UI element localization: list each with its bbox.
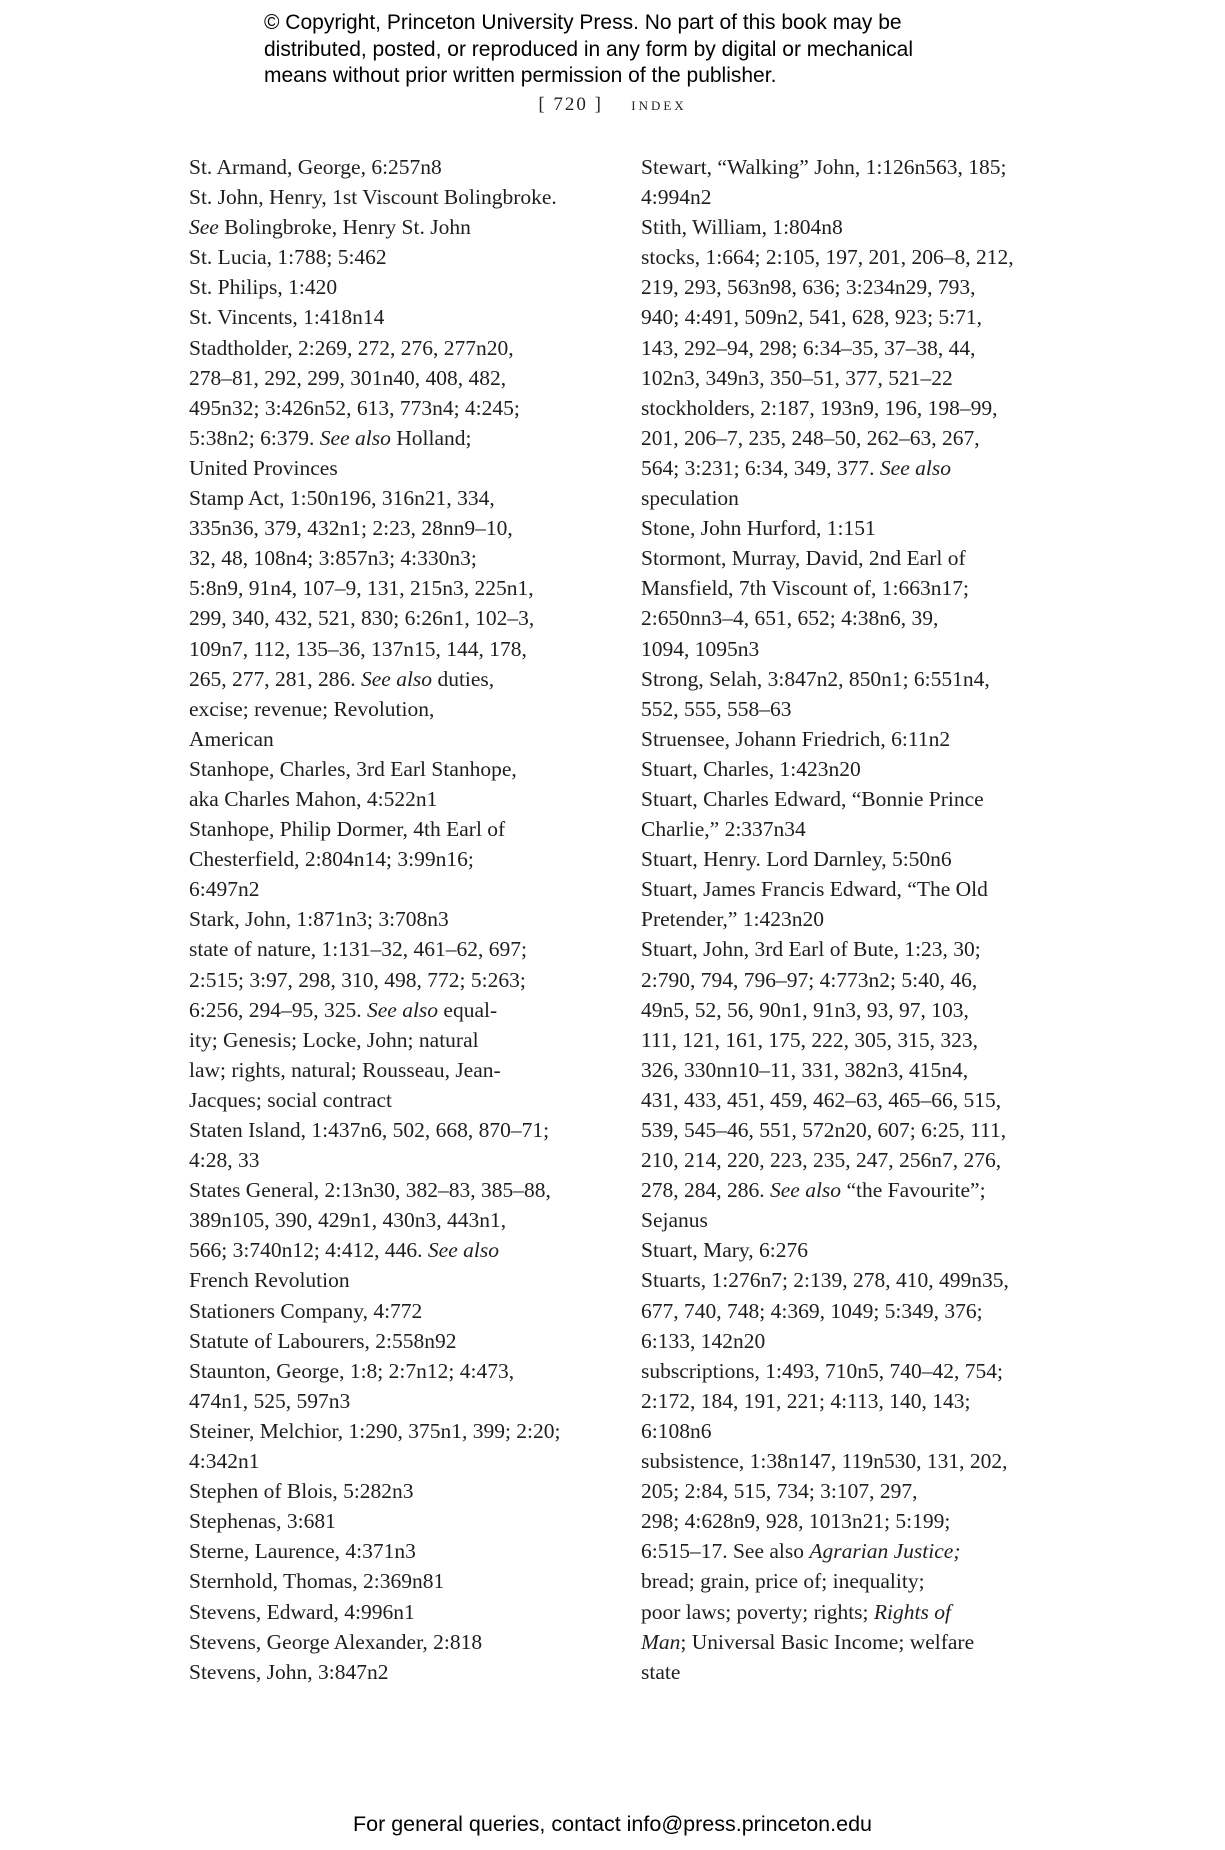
index-entry-continuation: 6:133, 142n20 (641, 1328, 766, 1353)
index-entry-continuation: 495n32; 3:426n52, 613, 773n4; 4:245; (189, 395, 520, 420)
index-entry (189, 1356, 609, 1416)
index-entry-continuation: 2:650nn3–4, 651, 652; 4:38n6, 39, (641, 606, 939, 631)
index-entry (189, 814, 609, 904)
index-entry-continuation: 431, 433, 451, 459, 462–63, 465–66, 515, (641, 1087, 1002, 1112)
index-entry-continuation: 389n105, 390, 429n1, 430n3, 443n1, (189, 1208, 507, 1233)
index-entry (189, 242, 609, 272)
index-entry-heading: St. Lucia, 1:788; 5:462 (189, 245, 387, 270)
index-entry-heading: Stark, John, 1:871n3; 3:708n3 (189, 907, 449, 932)
index-entry-heading: St. Philips, 1:420 (189, 275, 338, 300)
index-entry-continuation: Sejanus (641, 1208, 708, 1233)
running-head: index (631, 94, 687, 115)
index-entry-heading: stocks, 1:664; 2:105, 197, 201, 206–8, 212, (641, 245, 1014, 270)
index-entry-heading: Stanhope, Charles, 3rd Earl Stanhope, (189, 756, 517, 781)
index-entry-continuation: Man; Universal Basic Income; welfare (641, 1629, 975, 1654)
index-entry-heading: Stevens, Edward, 4:996n1 (189, 1599, 415, 1624)
index-entry-heading: Struensee, Johann Friedrich, 6:11n2 (641, 726, 951, 751)
index-entry-continuation: 335n36, 379, 432n1; 2:23, 28nn9–10, (189, 516, 513, 541)
index-entry-continuation: 210, 214, 220, 223, 235, 247, 256n7, 276, (641, 1148, 1002, 1173)
index-entry (189, 302, 609, 332)
index-entry-continuation: 2:172, 184, 191, 221; 4:113, 140, 143; (641, 1388, 971, 1413)
index-entry (189, 904, 609, 934)
index-entry-continuation: 201, 206–7, 235, 248–50, 262–63, 267, (641, 425, 980, 450)
index-entry-heading: Sternhold, Thomas, 2:369n81 (189, 1569, 445, 1594)
index-entry-continuation: 299, 340, 432, 521, 830; 6:26n1, 102–3, (189, 606, 535, 631)
index-column-left (189, 152, 609, 1687)
index-entry (641, 874, 1061, 934)
index-entry-continuation: 1094, 1095n3 (641, 636, 760, 661)
index-entry (189, 1566, 609, 1596)
index-entry-heading: Staunton, George, 1:8; 2:7n12; 4:473, (189, 1358, 515, 1383)
index-entry-continuation: poor laws; poverty; rights; Rights of (641, 1599, 951, 1624)
index-entry-continuation: 539, 545–46, 551, 572n20, 607; 6:25, 111, (641, 1118, 1007, 1142)
index-entry-continuation: 6:108n6 (641, 1418, 712, 1443)
index-entry-continuation: Jacques; social contract (189, 1087, 392, 1112)
index-entry-heading: Stormont, Murray, David, 2nd Earl of (641, 546, 966, 571)
index-entry-continuation: 6:497n2 (189, 877, 260, 902)
index-entry (641, 242, 1061, 392)
index-entry (641, 1356, 1061, 1446)
index-entry-continuation: 677, 740, 748; 4:369, 1049; 5:349, 376; (641, 1298, 983, 1323)
index-entry-continuation: aka Charles Mahon, 4:522n1 (189, 786, 438, 811)
index-entry-heading: state of nature, 1:131–32, 461–62, 697; (189, 937, 527, 962)
index-entry (641, 724, 1061, 754)
index-entry (189, 1115, 609, 1175)
index-entry-continuation: Chesterfield, 2:804n14; 3:99n16; (189, 847, 474, 872)
index-entry (189, 1326, 609, 1356)
index-entry-heading: Stuarts, 1:276n7; 2:139, 278, 410, 499n35, (641, 1268, 1009, 1293)
index-entry (641, 844, 1061, 874)
index-entry-continuation: bread; grain, price of; inequality; (641, 1569, 925, 1594)
index-entry (641, 664, 1061, 724)
index-entry-continuation: 4:28, 33 (189, 1148, 260, 1173)
index-entry (641, 934, 1061, 1235)
index-entry-continuation: state (641, 1659, 681, 1684)
index-entry-continuation: See Bolingbroke, Henry St. John (189, 215, 471, 240)
index-entry-heading: Stadtholder, 2:269, 272, 276, 277n20, (189, 335, 514, 360)
index-entry-continuation: Mansfield, 7th Viscount of, 1:663n17; (641, 576, 969, 601)
index-entry-continuation: Charlie,” 2:337n34 (641, 817, 806, 842)
index-entry (641, 1265, 1061, 1355)
index-entry (189, 272, 609, 302)
index-entry-heading: Stationers Company, 4:772 (189, 1298, 423, 1323)
index-entry-continuation: 5:8n9, 91n4, 107–9, 131, 215n3, 225n1, (189, 576, 534, 601)
index-entry-heading: Stanhope, Philip Dormer, 4th Earl of (189, 817, 506, 842)
index-entry (641, 543, 1061, 663)
index-entry-continuation: French Revolution (189, 1268, 350, 1293)
index-entry-heading: St. John, Henry, 1st Viscount Bolingbroke. (189, 185, 557, 210)
index-entry-heading: Stith, William, 1:804n8 (641, 215, 843, 240)
running-header (0, 94, 1225, 116)
index-entry (189, 182, 609, 242)
footer-contact: For general queries, contact info@press.princeton.edu (352, 1812, 872, 1836)
index-entry-continuation: 940; 4:491, 509n2, 541, 628, 923; 5:71, (641, 305, 983, 330)
index-entry (189, 483, 609, 754)
index-entry-continuation: 474n1, 525, 597n3 (189, 1388, 351, 1413)
index-entry (641, 212, 1061, 242)
index-entry-heading: Stevens, George Alexander, 2:818 (189, 1629, 483, 1654)
index-entry-heading: stockholders, 2:187, 193n9, 196, 198–99, (641, 395, 998, 420)
index-entry (641, 1235, 1061, 1265)
index-entry (189, 1416, 609, 1476)
index-entry-continuation: 143, 292–94, 298; 6:34–35, 37–38, 44, (641, 335, 976, 360)
index-entry-continuation: 6:515–17. See also Agrarian Justice; (641, 1539, 961, 1564)
index-entry-heading: Stuart, Charles Edward, “Bonnie Prince (641, 786, 984, 811)
index-entry (189, 754, 609, 814)
index-entry-heading: Stephen of Blois, 5:282n3 (189, 1479, 414, 1504)
index-entry-continuation: United Provinces (189, 455, 338, 480)
index-entry-heading: Stuart, Mary, 6:276 (641, 1238, 809, 1263)
index-entry-heading: Strong, Selah, 3:847n2, 850n1; 6:551n4, (641, 666, 990, 691)
index-entry-continuation: 278, 284, 286. See also “the Favourite”; (641, 1178, 986, 1203)
index-entry-heading: St. Vincents, 1:418n14 (189, 305, 385, 330)
index-entry-continuation: ity; Genesis; Locke, John; natural (189, 1027, 479, 1052)
index-entry (189, 1657, 609, 1687)
index-entry-heading: subscriptions, 1:493, 710n5, 740–42, 754; (641, 1358, 1003, 1383)
index-entry-heading: subsistence, 1:38n147, 119n530, 131, 202, (641, 1449, 1008, 1474)
index-entry (641, 393, 1061, 513)
copyright-line-2: distributed, posted, or reproduced in any form by digital or mechanical (264, 37, 914, 61)
index-entry-heading: Stephenas, 3:681 (189, 1509, 336, 1534)
index-entry-continuation: 32, 48, 108n4; 3:857n3; 4:330n3; (189, 546, 477, 571)
copyright-notice (264, 10, 1024, 90)
copyright-line-3: means without prior written permission of the publisher. (264, 64, 777, 87)
index-entry (189, 333, 609, 483)
index-entry-continuation: 109n7, 112, 135–36, 137n15, 144, 178, (189, 636, 527, 661)
index-entry-continuation: 102n3, 349n3, 350–51, 377, 521–22 (641, 365, 953, 390)
index-entry-heading: Stuart, Charles, 1:423n20 (641, 756, 861, 781)
index-entry-continuation: law; rights, natural; Rousseau, Jean- (189, 1057, 501, 1082)
index-entry (189, 1175, 609, 1295)
index-entry-heading: Stuart, John, 3rd Earl of Bute, 1:23, 30; (641, 937, 981, 962)
index-entry-continuation: 566; 3:740n12; 4:412, 446. See also (189, 1238, 499, 1263)
index-entry-continuation: 564; 3:231; 6:34, 349, 377. See also (641, 455, 951, 480)
index-entry-continuation: 265, 277, 281, 286. See also duties, (189, 666, 495, 691)
index-entry-heading: Stuart, James Francis Edward, “The Old (641, 877, 988, 902)
index-entry-continuation: 278–81, 292, 299, 301n40, 408, 482, (189, 365, 507, 390)
page-number: [ 720 ] (538, 94, 603, 115)
index-entry-heading: Steiner, Melchior, 1:290, 375n1, 399; 2:20; (189, 1418, 561, 1443)
index-entry-continuation: excise; revenue; Revolution, (189, 696, 435, 721)
index-entry (189, 152, 609, 182)
index-entry (189, 1627, 609, 1657)
index-entry-heading: Stevens, John, 3:847n2 (189, 1659, 389, 1684)
index-entry-heading: Stone, John Hurford, 1:151 (641, 516, 876, 541)
index-entry-heading: Stuart, Henry. Lord Darnley, 5:50n6 (641, 847, 952, 872)
index-entry-continuation: 49n5, 52, 56, 90n1, 91n3, 93, 97, 103, (641, 997, 969, 1022)
index-entry-continuation: 4:342n1 (189, 1449, 260, 1474)
index-entry-continuation: 111, 121, 161, 175, 222, 305, 315, 323, (641, 1027, 979, 1052)
index-entry-continuation: 5:38n2; 6:379. See also Holland; (189, 425, 472, 450)
index-entry-heading: Stamp Act, 1:50n196, 316n21, 334, (189, 486, 495, 511)
index-entry-continuation: Pretender,” 1:423n20 (641, 907, 825, 932)
index-entry-heading: Statute of Labourers, 2:558n92 (189, 1328, 457, 1353)
index-entry-heading: States General, 2:13n30, 382–83, 385–88, (189, 1178, 551, 1203)
index-entry (641, 784, 1061, 844)
index-entry-heading: Staten Island, 1:437n6, 502, 668, 870–71; (189, 1118, 550, 1142)
index-entry (641, 754, 1061, 784)
index-entry (641, 1446, 1061, 1687)
index-entry-continuation: 4:994n2 (641, 185, 712, 210)
index-entry (189, 1506, 609, 1536)
index-entry (189, 1296, 609, 1326)
index-entry-continuation: 326, 330nn10–11, 331, 382n3, 415n4, (641, 1057, 969, 1082)
index-entry-continuation: 2:790, 794, 796–97; 4:773n2; 5:40, 46, (641, 967, 978, 992)
index-entry (189, 1597, 609, 1627)
index-entry (189, 1536, 609, 1566)
index-entry-heading: Stewart, “Walking” John, 1:126n563, 185; (641, 155, 1007, 179)
index-entry-heading: Sterne, Laurence, 4:371n3 (189, 1539, 416, 1564)
index-entry-continuation: 219, 293, 563n98, 636; 3:234n29, 793, (641, 275, 976, 300)
index-entry-continuation: 205; 2:84, 515, 734; 3:107, 297, (641, 1479, 918, 1504)
index-entry-heading: St. Armand, George, 6:257n8 (189, 155, 442, 179)
index-entry (189, 1476, 609, 1506)
copyright-line-1: © Copyright, Princeton University Press. No part of this book may be (264, 11, 902, 34)
index-entry (641, 513, 1061, 543)
index-entry-continuation: 2:515; 3:97, 298, 310, 498, 772; 5:263; (189, 967, 526, 992)
index-entry-continuation: 552, 555, 558–63 (641, 696, 792, 721)
index-entry (641, 152, 1061, 212)
index-entry-continuation: 298; 4:628n9, 928, 1013n21; 5:199; (641, 1509, 951, 1534)
index-column-right (641, 152, 1061, 1687)
index-entry (189, 934, 609, 1115)
index-entry-continuation: 6:256, 294–95, 325. See also equal- (189, 997, 498, 1022)
index-entry-continuation: American (189, 726, 274, 751)
index-entry-continuation: speculation (641, 486, 739, 511)
